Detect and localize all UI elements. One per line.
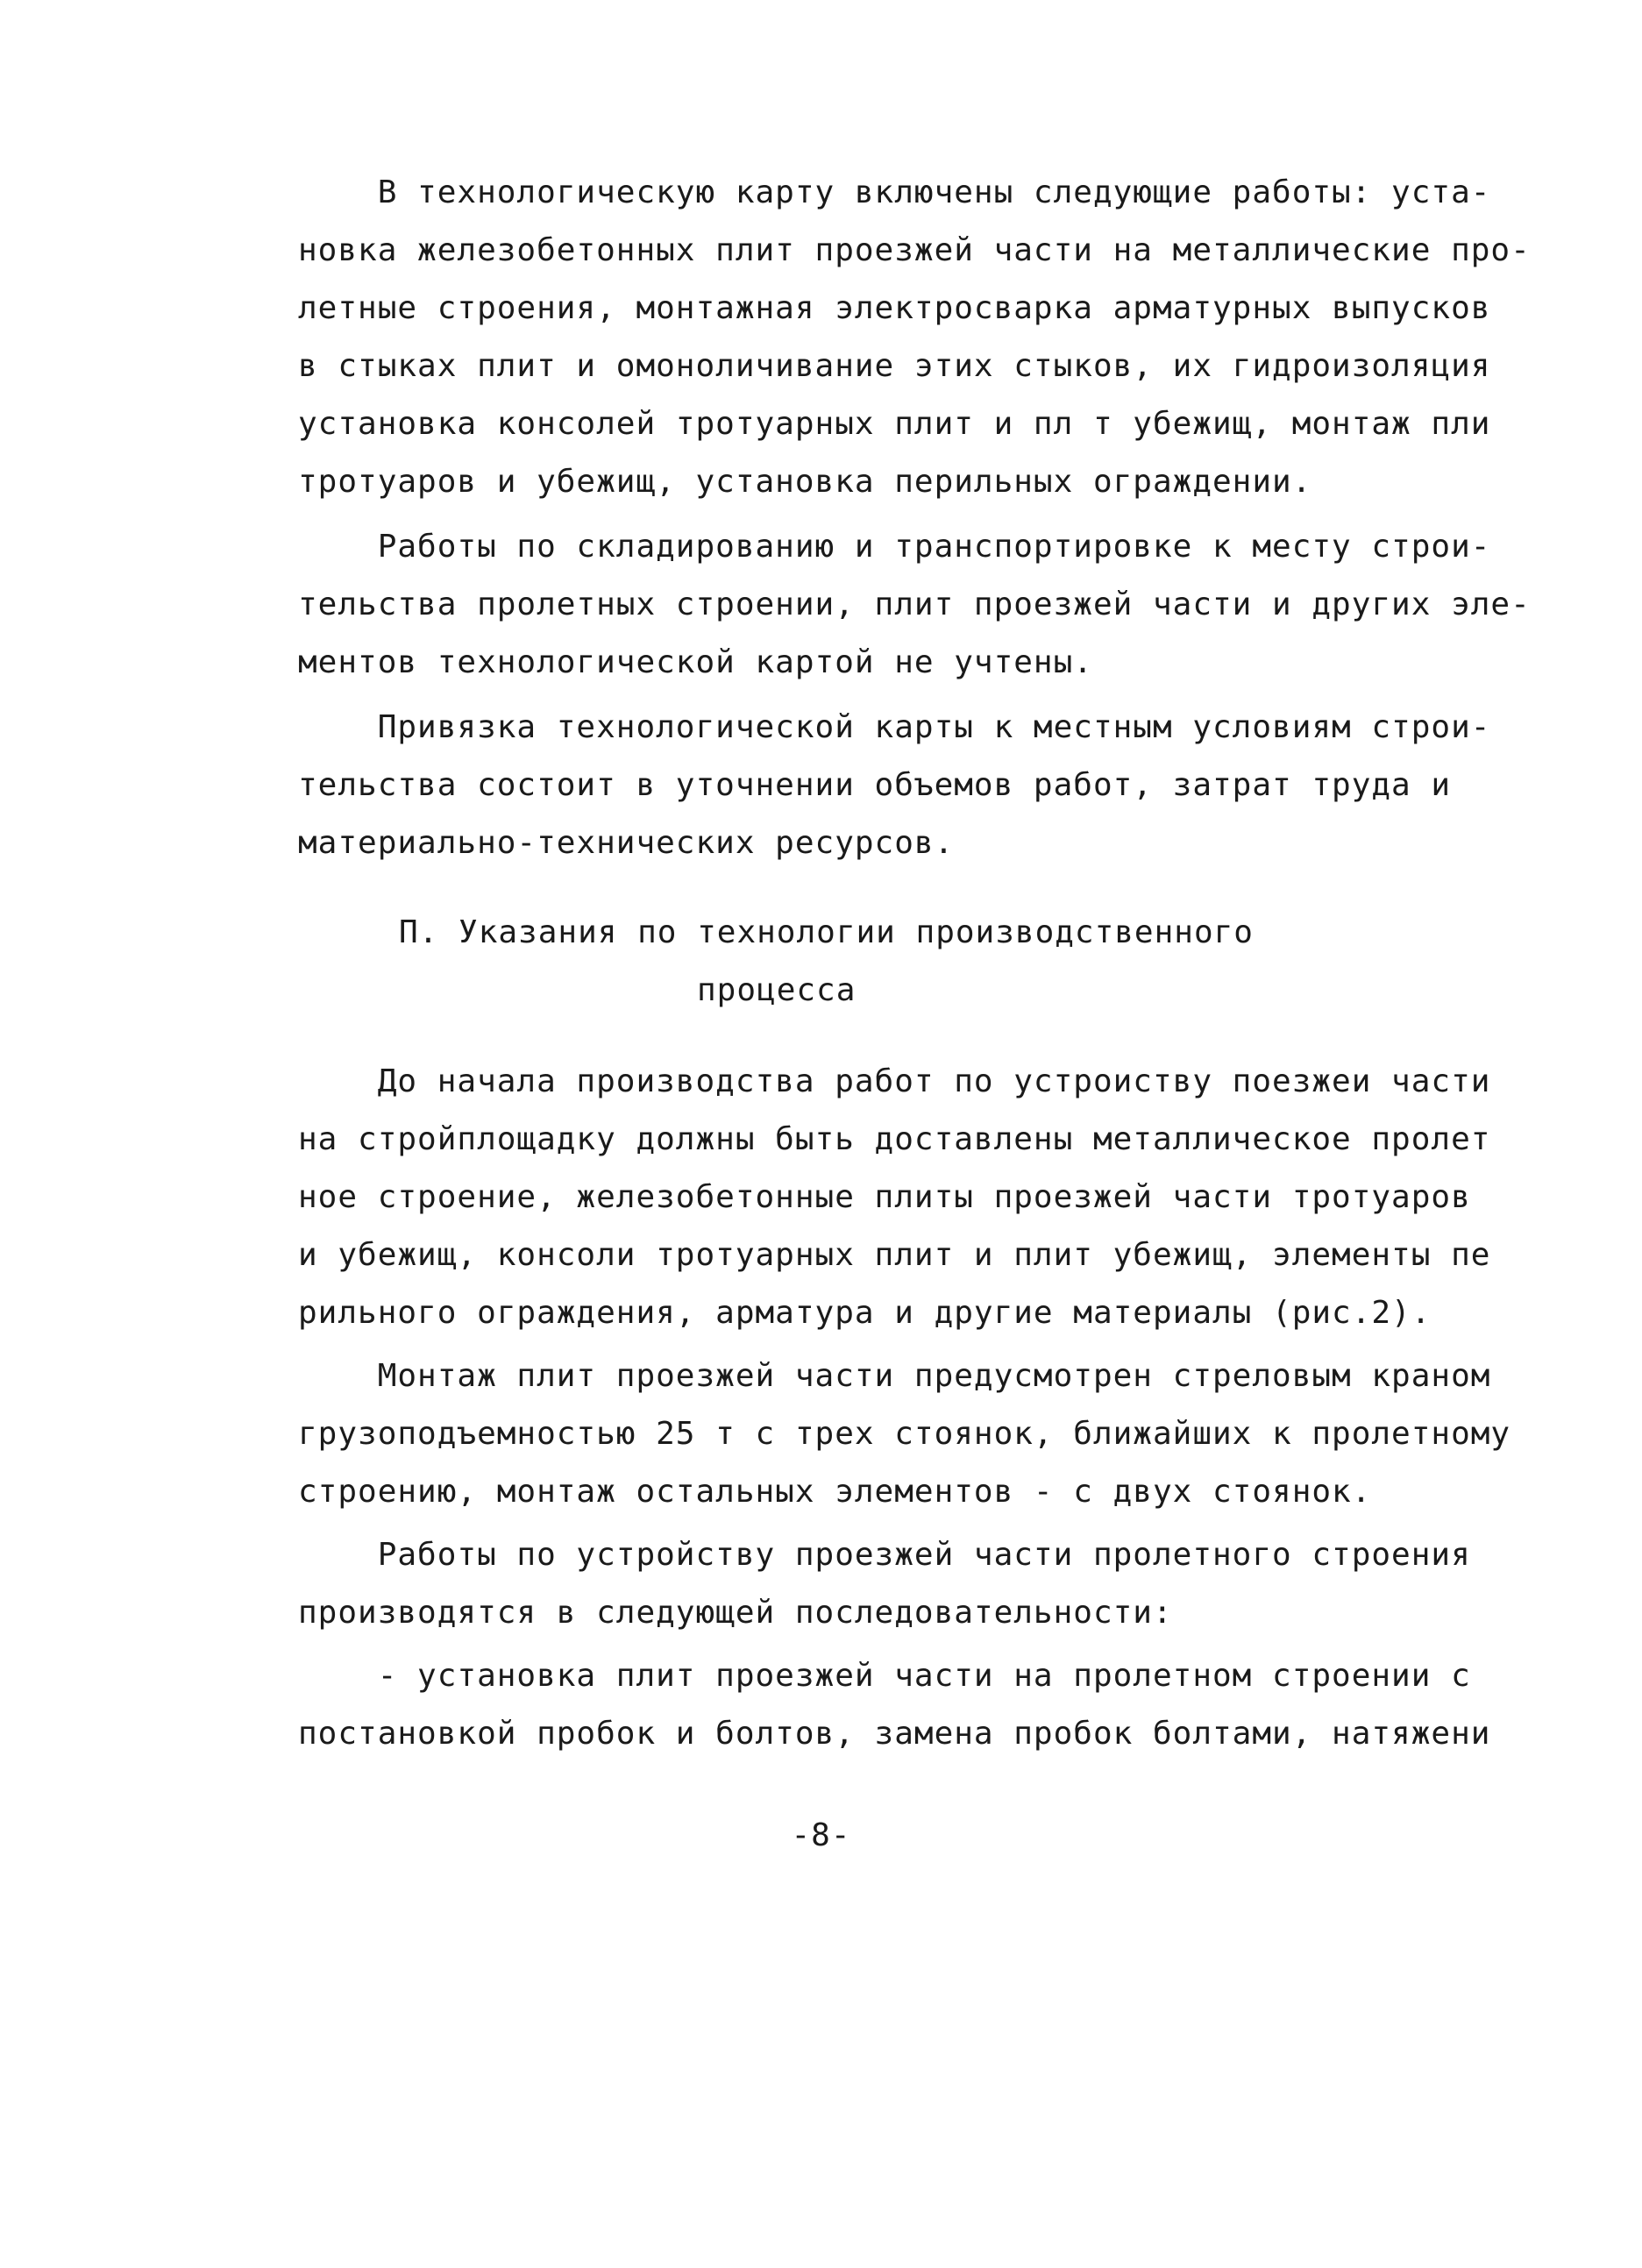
text-line: летные строения, монтажная электросварка арматурных выпусков — [298, 290, 1491, 326]
text-line: новка железобетонных плит проезжей части на металлические про- — [298, 232, 1531, 268]
text-line: производятся в следующей последовательности: — [298, 1595, 1173, 1631]
text-line: тротуаров и убежищ, установка перильных ограждении. — [298, 464, 1312, 500]
text-line: Привязка технологической карты к местным условиям строи- — [298, 709, 1491, 745]
text-line: тельства состоит в уточнении объемов работ, затрат труда и — [298, 767, 1452, 803]
text-line: постановкой пробок и болтов, замена пробок болтами, натяжени — [298, 1716, 1491, 1752]
page-number: -8- — [791, 1817, 851, 1853]
text-line: тельства пролетных строении, плит проезжей части и других эле- — [298, 587, 1531, 622]
text-line: - установка плит проезжей части на пролетном строении с — [298, 1658, 1471, 1694]
text-line: грузоподъемностью 25 т с трех стоянок, ближайших к пролетному — [298, 1416, 1511, 1452]
text-line: в стыках плит и омоноличивание этих стыков, их гидроизоляция — [298, 348, 1491, 384]
text-line: установка консолей тротуарных плит и пл т убежищ, монтаж пли — [298, 406, 1491, 442]
text-line: Монтаж плит проезжей части предусмотрен стреловым краном — [298, 1358, 1491, 1394]
text-line: До начала производства работ по устроиству поезжеи части — [298, 1063, 1491, 1099]
section-heading-line-1: П. Указания по технологии производственного — [399, 914, 1254, 950]
text-line: Работы по устройству проезжей части пролетного строения — [298, 1537, 1471, 1573]
text-line: Работы по складированию и транспортировке к месту строи- — [298, 529, 1491, 565]
text-line: и убежищ, консоли тротуарных плит и плит убежищ, элементы пе — [298, 1237, 1491, 1273]
text-line: ное строение, железобетонные плиты проезжей части тротуаров — [298, 1179, 1471, 1215]
text-line: ментов технологической картой не учтены. — [298, 644, 1093, 680]
section-heading-line-2: процесса — [697, 972, 857, 1008]
text-line: В технологическую карту включены следующие работы: уста- — [298, 174, 1491, 210]
text-line: материально-технических ресурсов. — [298, 825, 955, 861]
text-line: рильного ограждения, арматура и другие материалы (рис.2). — [298, 1295, 1432, 1331]
text-line: на стройплощадку должны быть доставлены металлическое пролет — [298, 1121, 1491, 1157]
text-line: строению, монтаж остальных элементов - с двух стоянок. — [298, 1474, 1372, 1510]
